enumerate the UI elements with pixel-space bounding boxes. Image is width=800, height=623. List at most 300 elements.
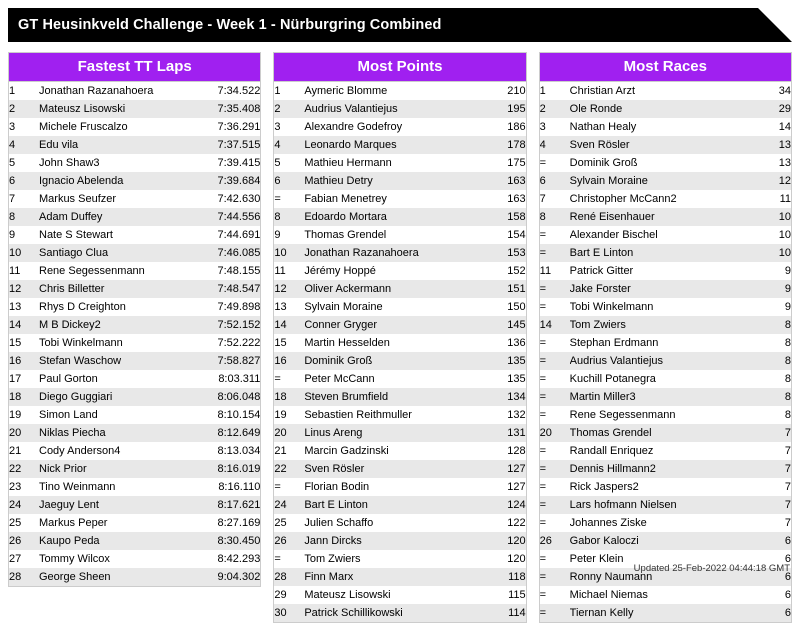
row-position: =: [539, 499, 547, 511]
row-position: =: [539, 373, 547, 385]
row-position: 30: [274, 607, 287, 619]
table-row: [9, 100, 260, 118]
table-row: [274, 586, 525, 604]
row-value: 7:58.827: [217, 355, 261, 367]
table-row: [274, 100, 525, 118]
column-fastest-tt-laps: [8, 52, 261, 587]
row-value: 8: [784, 391, 791, 403]
row-driver-name: Diego Guggiari: [39, 391, 113, 403]
row-value: 6: [784, 607, 791, 619]
row-position: 6: [274, 175, 281, 187]
row-position: 5: [9, 157, 16, 169]
row-position: =: [539, 589, 547, 601]
row-position: 22: [274, 463, 287, 475]
row-driver-name: Audrius Valantiejus: [304, 103, 398, 115]
row-driver-name: Nathan Healy: [569, 121, 637, 133]
row-value: 7: [784, 517, 791, 529]
row-position: 13: [274, 301, 287, 313]
row-driver-name: Fabian Menetrey: [304, 193, 387, 205]
row-driver-name: Mathieu Detry: [304, 175, 373, 187]
row-driver-name: Tommy Wilcox: [39, 553, 110, 565]
row-driver-name: Ole Ronde: [569, 103, 623, 115]
row-value: 8: [784, 373, 791, 385]
row-driver-name: Rene Segessenmann: [39, 265, 145, 277]
row-value: 118: [508, 571, 526, 583]
table-row: [274, 82, 525, 100]
row-driver-name: Gabor Kaloczi: [569, 535, 639, 547]
title-bar: [8, 8, 792, 42]
row-position: 10: [9, 247, 22, 259]
row-driver-name: Dominik Groß: [569, 157, 638, 169]
row-position: 18: [274, 391, 287, 403]
row-position: 6: [539, 175, 546, 187]
row-driver-name: Randall Enriquez: [569, 445, 654, 457]
row-driver-name: Christian Arzt: [569, 85, 636, 97]
row-value: 6: [784, 553, 791, 565]
row-position: 2: [9, 103, 16, 115]
row-position: 19: [274, 409, 287, 421]
table-row: [274, 478, 525, 496]
table-row: [274, 370, 525, 388]
row-value: 8: [784, 409, 791, 421]
row-driver-name: Stephan Erdmann: [569, 337, 659, 349]
row-driver-name: Aymeric Blomme: [304, 85, 388, 97]
row-value: 7:48.155: [217, 265, 261, 277]
row-position: 12: [274, 283, 287, 295]
row-position: 8: [274, 211, 281, 223]
table-row: [274, 604, 525, 622]
row-value: 7:36.291: [217, 121, 261, 133]
row-driver-name: Santiago Clua: [39, 247, 109, 259]
row-position: =: [539, 571, 547, 583]
row-driver-name: Paul Gorton: [39, 373, 98, 385]
row-value: 8:30.450: [217, 535, 261, 547]
row-driver-name: Markus Seufzer: [39, 193, 117, 205]
column-title-most-races: Most Races: [540, 53, 791, 82]
row-driver-name: Johannes Ziske: [569, 517, 647, 529]
row-value: 8: [784, 319, 791, 331]
row-driver-name: Sylvain Moraine: [569, 175, 648, 187]
row-position: =: [539, 337, 547, 349]
row-value: 8:17.621: [217, 499, 261, 511]
row-position: 24: [274, 499, 287, 511]
table-row: [9, 280, 260, 298]
row-value: 7:37.515: [217, 139, 261, 151]
table-row: [274, 280, 525, 298]
table-row: [9, 226, 260, 244]
row-value: 175: [507, 157, 526, 169]
table-row: [274, 388, 525, 406]
row-driver-name: Tino Weinmann: [39, 481, 116, 493]
table-row: [274, 406, 525, 424]
row-position: 9: [9, 229, 16, 241]
table-row: [9, 514, 260, 532]
row-position: 3: [539, 121, 546, 133]
row-value: 151: [507, 283, 526, 295]
row-value: 153: [507, 247, 526, 259]
row-value: 7:48.547: [217, 283, 261, 295]
row-driver-name: Alexandre Godefroy: [304, 121, 403, 133]
table-row: [9, 262, 260, 280]
row-position: 8: [9, 211, 16, 223]
row-position: 16: [274, 355, 287, 367]
row-driver-name: Cody Anderson4: [39, 445, 121, 457]
row-value: 163: [507, 193, 526, 205]
row-value: 7:52.152: [217, 319, 261, 331]
table-row: [9, 154, 260, 172]
row-driver-name: Audrius Valantiejus: [569, 355, 664, 367]
table-row: [9, 442, 260, 460]
row-value: 8: [784, 337, 791, 349]
table-row: [9, 550, 260, 568]
column-title-most-points: Most Points: [274, 53, 525, 82]
table-row: [540, 604, 791, 622]
table-row: [9, 424, 260, 442]
row-driver-name: Christopher McCann2: [569, 193, 677, 205]
row-value: 7: [784, 427, 791, 439]
table-row: [9, 460, 260, 478]
row-driver-name: Jonathan Razanahoera: [39, 85, 154, 97]
row-position: =: [274, 481, 281, 493]
row-driver-name: Conner Gryger: [304, 319, 378, 331]
row-driver-name: Tiernan Kelly: [569, 607, 634, 619]
row-value: 128: [507, 445, 526, 457]
table-row: [274, 424, 525, 442]
row-driver-name: Rhys D Creighton: [39, 301, 126, 313]
row-driver-name: Peter Klein: [569, 553, 624, 565]
table-row: [9, 352, 260, 370]
row-driver-name: M B Dickey2: [39, 319, 101, 331]
table-row: [274, 154, 525, 172]
table-row: [274, 298, 525, 316]
row-value: 120: [507, 535, 526, 547]
row-position: 4: [539, 139, 546, 151]
row-driver-name: Chris Billetter: [39, 283, 105, 295]
table-row: [9, 568, 260, 586]
row-value: 8:06.048: [217, 391, 261, 403]
row-value: 8:16.019: [217, 463, 261, 475]
row-position: 19: [9, 409, 22, 421]
table-row: [540, 352, 791, 370]
table-row: [9, 370, 260, 388]
row-value: 8:42.293: [217, 553, 261, 565]
row-position: =: [539, 283, 547, 295]
row-value: 158: [507, 211, 526, 223]
row-driver-name: Florian Bodin: [304, 481, 370, 493]
table-row: [540, 370, 791, 388]
table-row: [540, 388, 791, 406]
table-row: [274, 118, 525, 136]
row-driver-name: Stefan Waschow: [39, 355, 122, 367]
row-position: =: [539, 517, 547, 529]
row-position: =: [274, 193, 281, 205]
row-driver-name: Tobi Winkelmann: [569, 301, 654, 313]
table-row: [540, 424, 791, 442]
row-value: 10: [778, 211, 791, 223]
row-position: 15: [9, 337, 22, 349]
table-row: [9, 118, 260, 136]
row-value: 7:39.684: [217, 175, 261, 187]
table-row: [9, 316, 260, 334]
row-driver-name: Bart E Linton: [569, 247, 634, 259]
table-row: [540, 496, 791, 514]
row-value: 10: [778, 247, 791, 259]
row-position: 28: [274, 571, 287, 583]
row-value: 132: [507, 409, 526, 421]
row-value: 34: [778, 85, 791, 97]
row-position: =: [539, 247, 547, 259]
row-position: 11: [9, 265, 21, 277]
table-row: [540, 244, 791, 262]
row-value: 152: [507, 265, 526, 277]
row-driver-name: Marcin Gadzinski: [304, 445, 389, 457]
row-driver-name: Michele Fruscalzo: [39, 121, 128, 133]
column-title-fastest-tt-laps: Fastest TT Laps: [9, 53, 260, 82]
row-position: 14: [274, 319, 287, 331]
table-row: [9, 532, 260, 550]
row-driver-name: Michael Niemas: [569, 589, 648, 601]
row-driver-name: Edu vila: [39, 139, 79, 151]
row-position: 2: [539, 103, 546, 115]
row-position: 26: [539, 535, 552, 547]
row-driver-name: Patrick Gitter: [569, 265, 634, 277]
row-value: 9: [784, 301, 791, 313]
row-driver-name: Nick Prior: [39, 463, 87, 475]
row-driver-name: Jaeguy Lent: [39, 499, 99, 511]
row-value: 114: [508, 607, 526, 619]
row-position: 29: [274, 589, 287, 601]
row-driver-name: Tobi Winkelmann: [39, 337, 123, 349]
row-value: 7: [784, 445, 791, 457]
row-value: 135: [507, 373, 526, 385]
row-driver-name: Leonardo Marques: [304, 139, 397, 151]
row-driver-name: René Eisenhauer: [569, 211, 655, 223]
table-row: [540, 334, 791, 352]
row-value: 8:10.154: [217, 409, 261, 421]
row-driver-name: Jann Dircks: [304, 535, 362, 547]
table-most-races: [540, 82, 791, 622]
row-driver-name: Thomas Grendel: [569, 427, 652, 439]
table-row: [274, 262, 525, 280]
row-position: 25: [9, 517, 22, 529]
table-row: [9, 334, 260, 352]
leaderboard-page: [0, 8, 800, 619]
table-row: [540, 478, 791, 496]
table-row: [540, 316, 791, 334]
row-driver-name: Sven Rösler: [304, 463, 365, 475]
row-driver-name: Mateusz Lisowski: [304, 589, 391, 601]
row-position: 15: [274, 337, 287, 349]
row-position: 17: [9, 373, 22, 385]
table-row: [540, 136, 791, 154]
table-row: [540, 82, 791, 100]
row-position: 18: [9, 391, 22, 403]
table-row: [274, 550, 525, 568]
row-value: 127: [507, 463, 526, 475]
row-value: 8: [784, 355, 791, 367]
table-row: [274, 316, 525, 334]
row-value: 14: [778, 121, 791, 133]
row-position: 13: [9, 301, 22, 313]
table-row: [274, 514, 525, 532]
row-value: 10: [778, 229, 791, 241]
row-driver-name: Steven Brumfield: [304, 391, 389, 403]
table-row: [540, 190, 791, 208]
row-position: 16: [9, 355, 22, 367]
row-driver-name: Jake Forster: [569, 283, 631, 295]
row-position: 14: [539, 319, 552, 331]
row-position: 23: [9, 481, 22, 493]
row-position: =: [539, 301, 547, 313]
table-fastest-tt-laps: [9, 82, 260, 586]
row-value: 150: [507, 301, 526, 313]
row-position: 6: [9, 175, 16, 187]
row-position: 24: [9, 499, 22, 511]
row-value: 7:34.522: [217, 85, 261, 97]
row-position: 21: [9, 445, 22, 457]
row-position: 9: [274, 229, 281, 241]
table-row: [274, 208, 525, 226]
row-driver-name: Martin Miller3: [569, 391, 636, 403]
table-row: [540, 514, 791, 532]
column-most-points: [273, 52, 526, 623]
row-value: 186: [507, 121, 526, 133]
row-driver-name: Tom Zwiers: [569, 319, 626, 331]
row-value: 13: [778, 157, 791, 169]
row-position: 25: [274, 517, 287, 529]
row-value: 115: [508, 589, 526, 601]
row-value: 7:42.630: [217, 193, 261, 205]
row-driver-name: Tom Zwiers: [304, 553, 361, 565]
row-value: 8:16.110: [218, 481, 261, 493]
row-driver-name: John Shaw3: [39, 157, 100, 169]
row-value: 178: [507, 139, 526, 151]
row-position: 14: [9, 319, 22, 331]
table-row: [540, 172, 791, 190]
row-driver-name: Patrick Schillikowski: [304, 607, 403, 619]
row-position: 20: [9, 427, 22, 439]
row-value: 8:13.034: [217, 445, 261, 457]
row-driver-name: Thomas Grendel: [304, 229, 387, 241]
table-row: [9, 82, 260, 100]
row-driver-name: Niklas Piecha: [39, 427, 106, 439]
row-value: 7:35.408: [217, 103, 261, 115]
table-row: [540, 442, 791, 460]
row-driver-name: Sebastien Reithmuller: [304, 409, 412, 421]
row-value: 122: [507, 517, 526, 529]
table-row: [274, 532, 525, 550]
row-position: 1: [274, 85, 281, 97]
row-value: 9: [784, 265, 791, 277]
row-position: 20: [539, 427, 552, 439]
row-value: 7:39.415: [217, 157, 261, 169]
row-position: 7: [539, 193, 546, 205]
table-row: [9, 298, 260, 316]
row-driver-name: Adam Duffey: [39, 211, 103, 223]
table-row: [274, 460, 525, 478]
row-position: 7: [9, 193, 16, 205]
row-driver-name: Kuchill Potanegra: [569, 373, 656, 385]
row-driver-name: Sylvain Moraine: [304, 301, 383, 313]
row-value: 9: [784, 283, 791, 295]
row-position: 4: [274, 139, 281, 151]
row-driver-name: Finn Marx: [304, 571, 354, 583]
row-position: =: [539, 229, 547, 241]
row-position: 21: [274, 445, 287, 457]
row-value: 7:46.085: [217, 247, 261, 259]
table-row: [540, 262, 791, 280]
row-driver-name: Mateusz Lisowski: [39, 103, 126, 115]
table-row: [274, 568, 525, 586]
table-row: [274, 136, 525, 154]
row-position: =: [539, 391, 547, 403]
row-position: =: [539, 463, 547, 475]
row-driver-name: Markus Peper: [39, 517, 108, 529]
row-position: 5: [274, 157, 281, 169]
row-position: =: [539, 481, 547, 493]
row-value: 8:12.649: [217, 427, 261, 439]
table-row: [540, 118, 791, 136]
row-value: 8:03.311: [218, 373, 261, 385]
row-value: 145: [507, 319, 526, 331]
table-row: [540, 208, 791, 226]
table-row: [274, 442, 525, 460]
row-position: 1: [539, 85, 546, 97]
table-row: [274, 172, 525, 190]
table-row: [274, 226, 525, 244]
row-driver-name: Rene Segessenmann: [569, 409, 676, 421]
table-row: [540, 100, 791, 118]
table-row: [274, 334, 525, 352]
row-value: 127: [507, 481, 526, 493]
table-row: [540, 280, 791, 298]
row-position: =: [539, 607, 547, 619]
row-driver-name: Kaupo Peda: [39, 535, 100, 547]
table-row: [9, 244, 260, 262]
row-value: 7:44.691: [217, 229, 261, 241]
row-position: 10: [274, 247, 287, 259]
row-driver-name: Nate S Stewart: [39, 229, 113, 241]
row-value: 6: [784, 535, 791, 547]
row-position: 28: [9, 571, 22, 583]
table-row: [9, 478, 260, 496]
row-driver-name: Jérémy Hoppé: [304, 265, 376, 277]
row-position: =: [539, 553, 547, 565]
corner-fold-decoration: [758, 8, 792, 42]
row-driver-name: Linus Areng: [304, 427, 363, 439]
row-position: 11: [274, 265, 286, 277]
row-position: =: [539, 157, 547, 169]
row-value: 7: [784, 499, 791, 511]
row-driver-name: Alexander Bischel: [569, 229, 658, 241]
row-value: 7: [784, 463, 791, 475]
row-value: 29: [778, 103, 791, 115]
row-driver-name: Oliver Ackermann: [304, 283, 392, 295]
table-row: [274, 190, 525, 208]
leaderboard-columns: [0, 42, 800, 623]
row-driver-name: Mathieu Hermann: [304, 157, 392, 169]
table-row: [540, 460, 791, 478]
row-value: 154: [507, 229, 526, 241]
row-value: 6: [784, 571, 791, 583]
row-value: 7:49.898: [217, 301, 261, 313]
row-position: 26: [9, 535, 22, 547]
table-row: [9, 406, 260, 424]
row-position: 3: [274, 121, 281, 133]
row-value: 120: [507, 553, 526, 565]
row-driver-name: Edoardo Mortara: [304, 211, 387, 223]
row-position: 1: [9, 85, 16, 97]
